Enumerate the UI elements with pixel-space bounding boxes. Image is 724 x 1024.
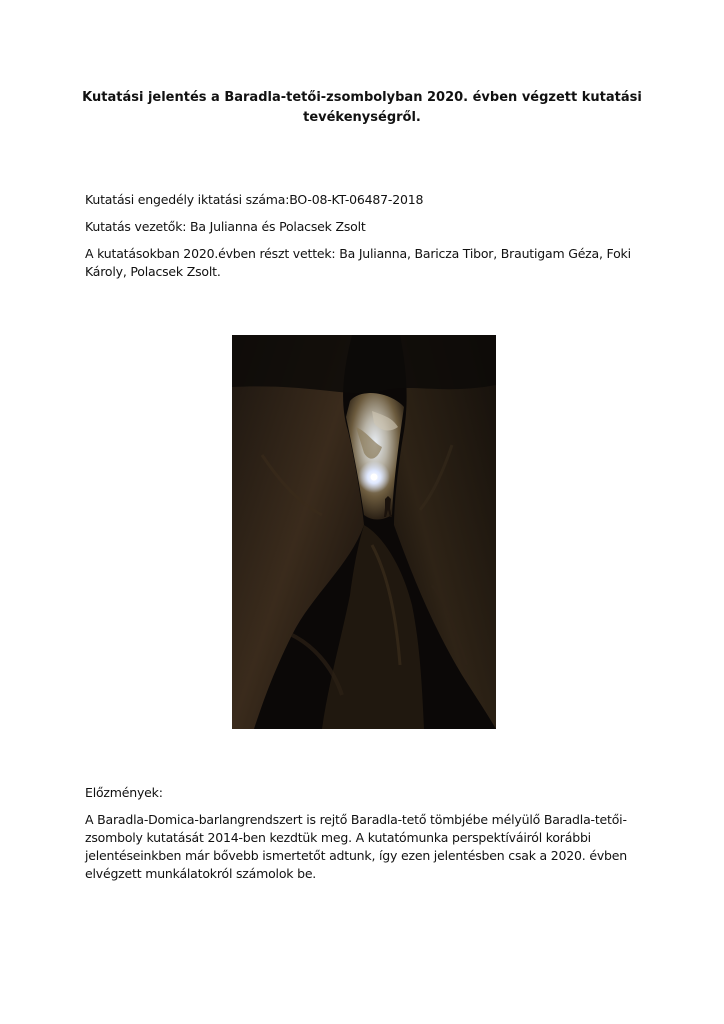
cave-shaft-illustration — [232, 335, 496, 729]
permit-number-line: Kutatási engedély iktatási száma:BO-08-KT-06487-2018 — [85, 192, 424, 207]
section-body: A Baradla-Domica-barlangrendszert is rejtő Baradla-tető tömbjébe mélyülő Baradla-tetői-zsomboly kutatását 2014-ben kezdtük meg. A kutatómunka perspektíváiról korábbi jelentéseinkben már bővebb ismertetőt adtunk, így ezen jelentésben csak a 2020. évben elvégzett munkálatokról számolok be. — [85, 812, 627, 881]
section-heading: Előzmények: — [85, 785, 163, 800]
research-leaders-line: Kutatás vezetők: Ba Julianna és Polacsek Zsolt — [85, 219, 366, 234]
document-title: Kutatási jelentés a Baradla-tetői-zsombolyban 2020. évben végzett kutatási tevékenységről. — [82, 90, 642, 125]
cave-photo — [232, 335, 496, 729]
participants-line: A kutatásokban 2020.évben részt vettek: Ba Julianna, Baricza Tibor, Brautigam Géza, Foki Károly, Polacsek Zsolt. — [85, 246, 631, 279]
